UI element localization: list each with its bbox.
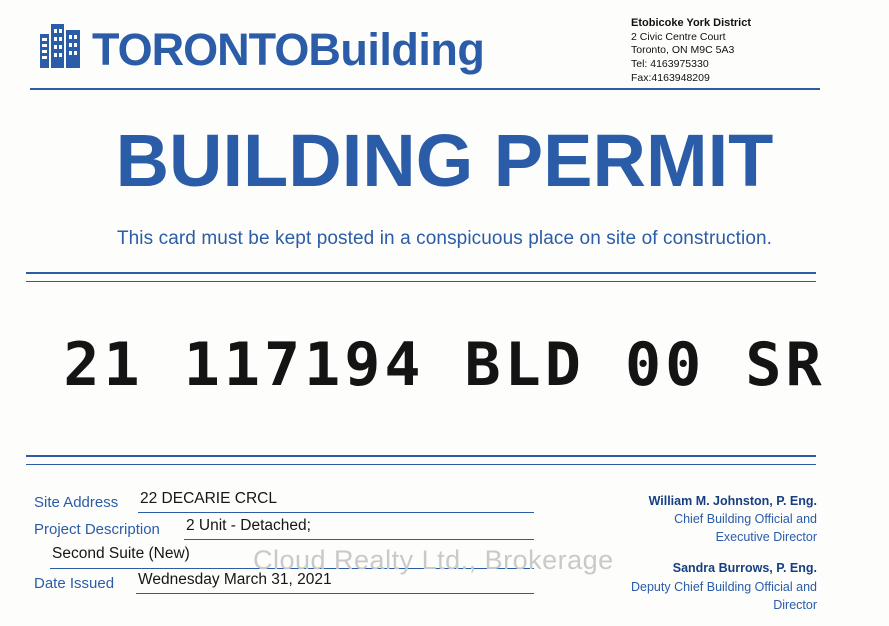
signatory-2-title-line2: Director (773, 597, 817, 612)
divider-upper-thick (26, 272, 816, 274)
field-label-date-issued: Date Issued (34, 575, 115, 592)
field-project-description (34, 519, 544, 546)
district-contact-block (631, 16, 811, 86)
divider-upper-thin (26, 281, 816, 282)
field-label-project-description: Project Description (34, 521, 160, 538)
field-site-address (34, 492, 544, 519)
signatory-2-title-line1: Deputy Chief Building Official and (631, 579, 817, 594)
signatory-1-name: William M. Johnston, P. Eng. (648, 494, 817, 508)
district-address-line2: Toronto, ON M9C 5A3 (631, 44, 735, 57)
district-name: Etobicoke York District (631, 17, 752, 29)
watermark: Cloud Realty Ltd., Brokerage (253, 545, 614, 575)
logo-toronto-text: TORONTO (92, 24, 309, 76)
field-underline-site-address (138, 512, 534, 513)
field-label-site-address: Site Address (34, 494, 119, 511)
field-value-site-address: 22 DECARIE CRCL (140, 490, 277, 507)
district-address-line1: 2 Civic Centre Court (631, 30, 726, 43)
page-title: BUILDING PERMIT (115, 119, 774, 202)
divider-lower-thick (26, 455, 816, 457)
header-divider (30, 88, 820, 90)
signatory-1-title-line1: Chief Building Official and (674, 512, 817, 527)
permit-header (0, 0, 889, 92)
signatory-2-name: Sandra Burrows, P. Eng. (672, 561, 817, 576)
field-date-issued (34, 573, 544, 600)
toronto-building-logo (38, 20, 485, 76)
field-underline-project-description (184, 539, 534, 540)
field-value-project-description-cont: Second Suite (New) (52, 545, 190, 562)
logo-building-text: Building (308, 24, 485, 76)
district-fax: Fax:4163948209 (631, 72, 710, 85)
field-value-project-description: 2 Unit - Detached; (186, 517, 311, 534)
district-telephone: Tel: 4163975330 (631, 58, 709, 71)
divider-lower-thin (26, 464, 816, 465)
field-underline-date-issued (136, 593, 534, 594)
signatory-1-title-line2: Executive Director (715, 530, 817, 545)
toronto-city-hall-icon (38, 20, 82, 68)
logo-wordmark (92, 24, 485, 76)
posting-notice: This card must be kept posted in a conspicuous place on site of construction. (116, 228, 773, 249)
field-value-date-issued: Wednesday March 31, 2021 (138, 571, 332, 588)
permit-number: 21 117194 BLD 00 SR (63, 330, 826, 400)
